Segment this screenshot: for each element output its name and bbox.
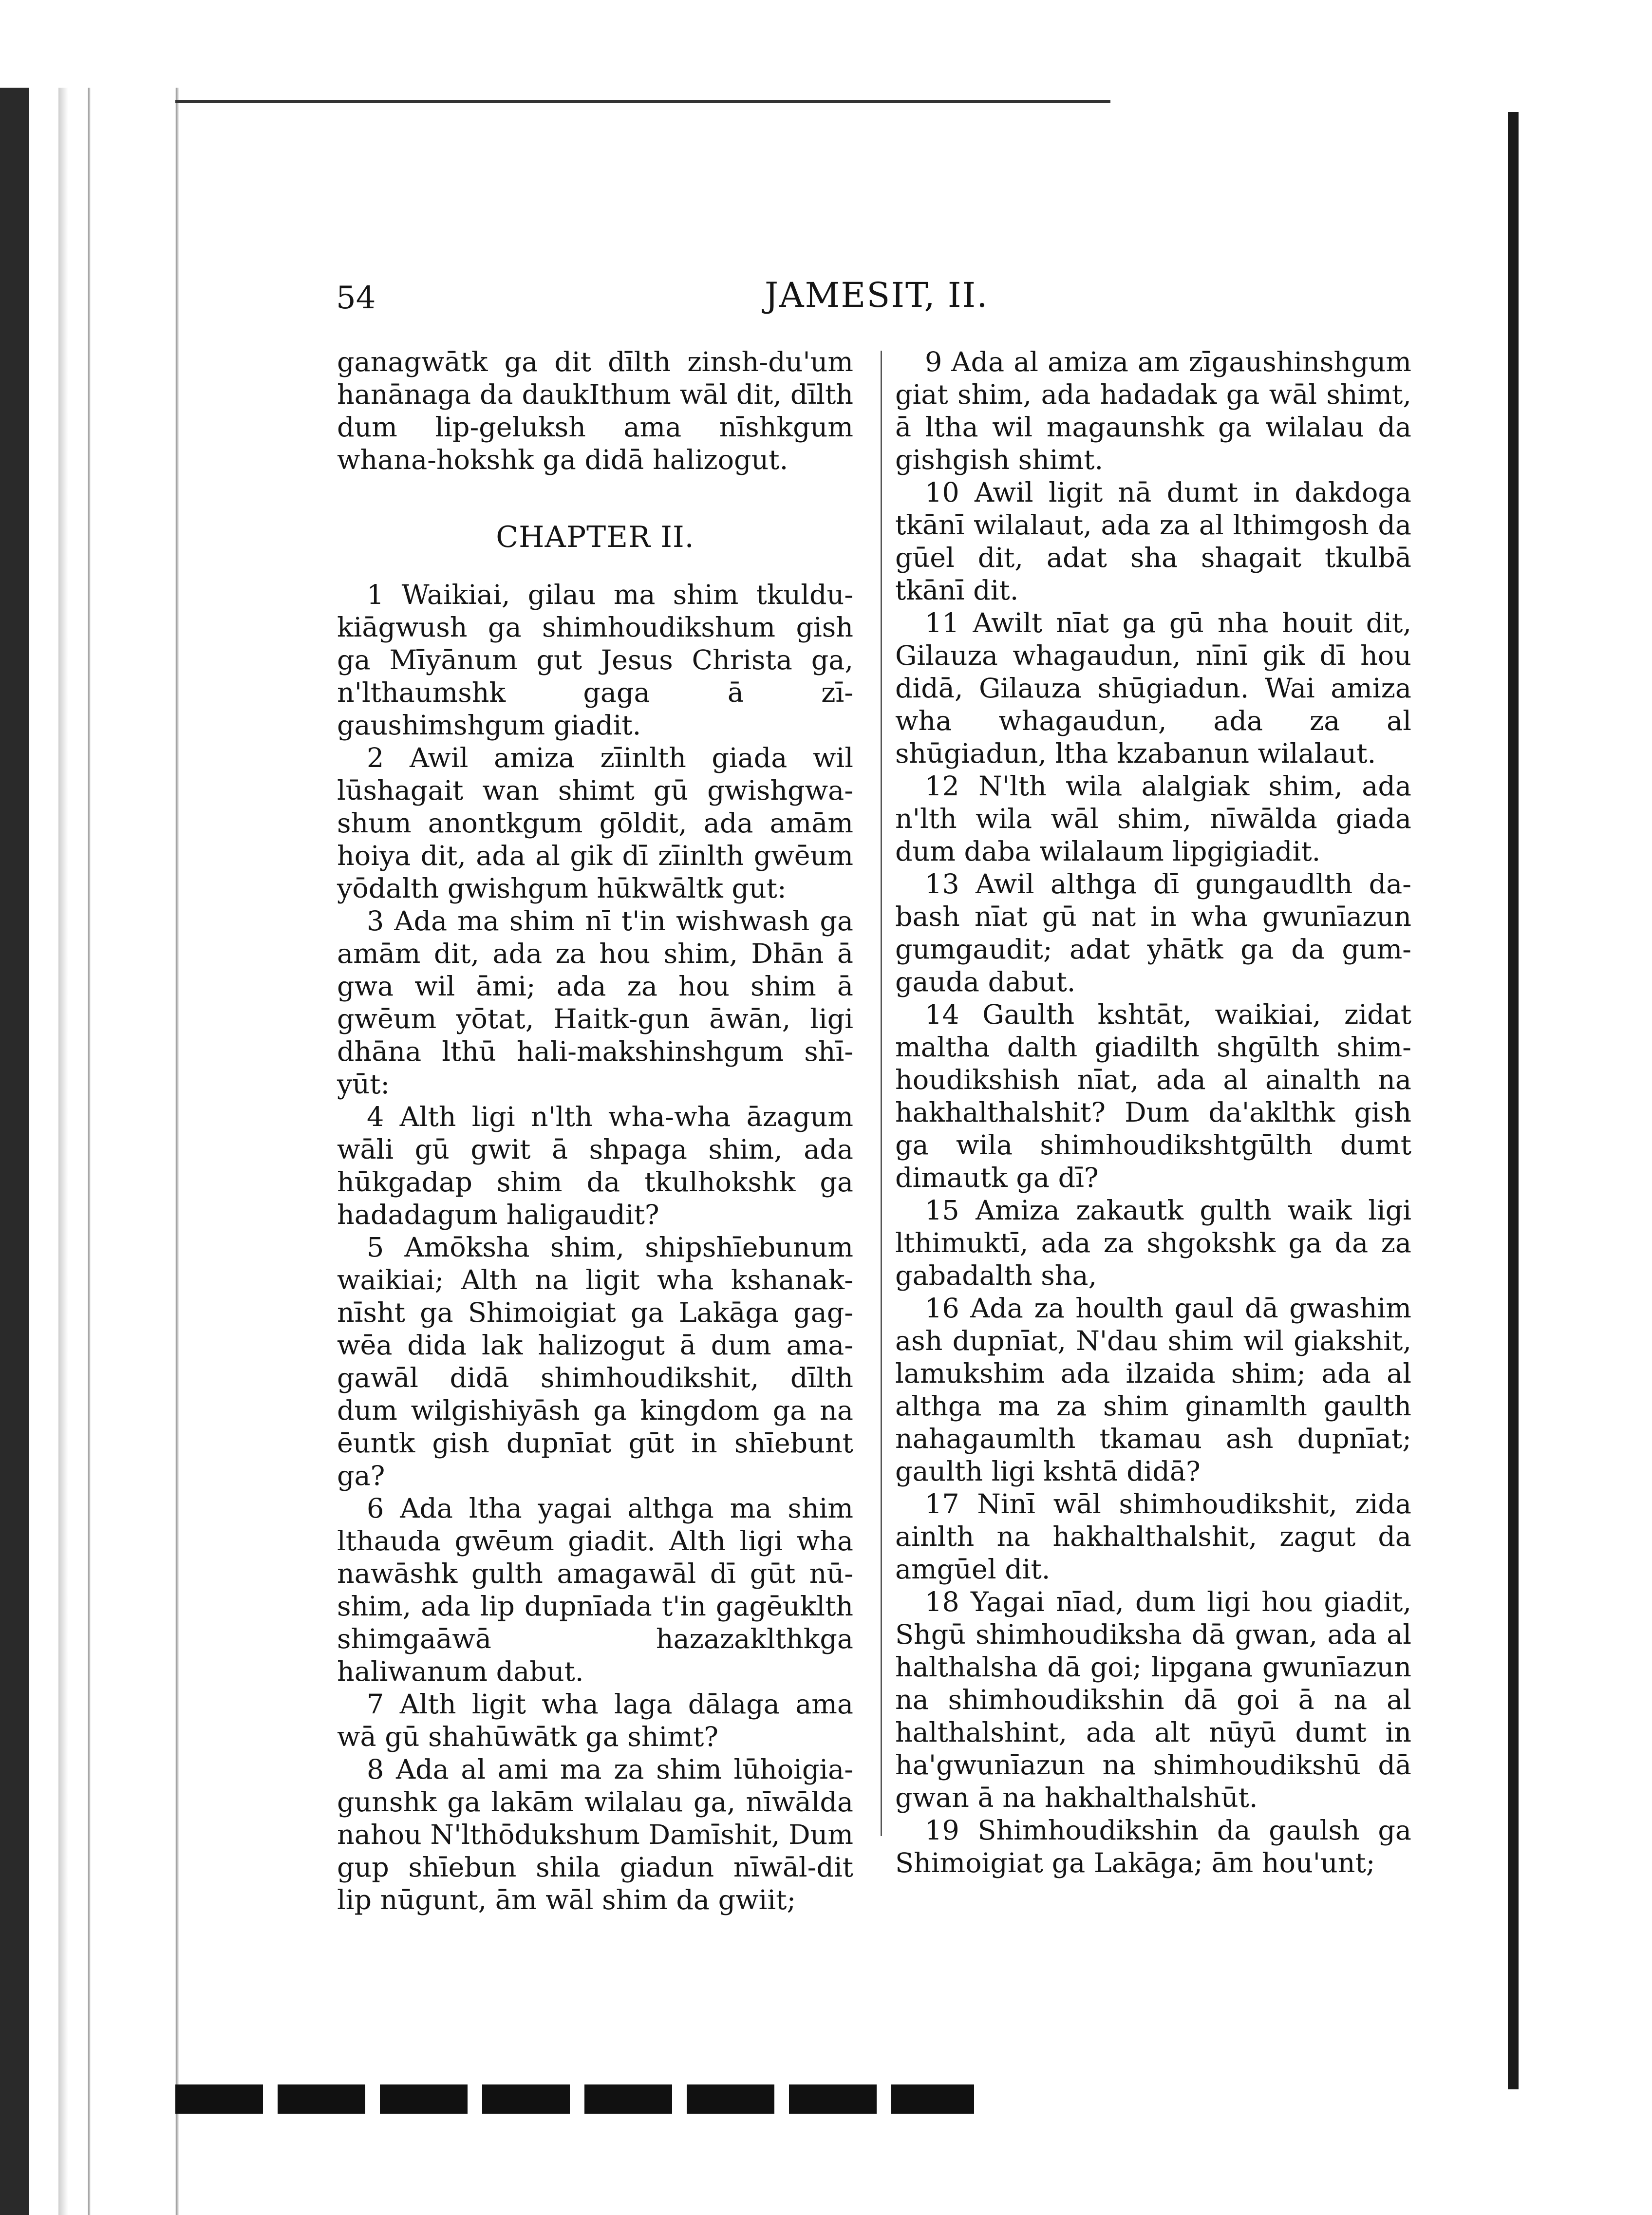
column-divider bbox=[881, 351, 882, 1836]
verse-10: 10 Awil ligit nā dumt in dakdoga tkānī wilalaut, ada za al lthimgosh da gūel dit, adat sha shagait tkulbā tkānī dit. bbox=[895, 477, 1411, 606]
verse-2: 2 Awil amiza zīinlth giada wil lūshagait wan shimt gū gwishgwa-shum anontkgum gōldit, ada amām hoiya dit, ada al gik dī zīinlth gwēum yōdalth gwishgum hūkwāltk gut: bbox=[337, 742, 853, 904]
running-head: JAMESIT, II. bbox=[765, 275, 989, 315]
verse-11: 11 Awilt nīat ga gū nha houit dit, Gilauza whagaudun, nīnī gik dī hou didā, Gilauza shūgiadun. Wai amiza wha whagaudun, ada za al shūgiadun, ltha kzabanun wilalaut. bbox=[895, 607, 1411, 770]
verse-1: 1 Waikiai, gilau ma shim tkuldu-kiāgwush ga shimhoudikshum gish ga Mīyānum gut Jesus Christa ga, n'lthaumshk gaga ā zī-gaushimshgum giadit. bbox=[337, 579, 853, 741]
chapter-heading: CHAPTER II. bbox=[496, 520, 695, 554]
right-column bbox=[895, 346, 1411, 1879]
verse-7: 7 Alth ligit wha laga dālaga ama wā gū shahūwātk ga shimt? bbox=[337, 1689, 853, 1753]
verse-8: 8 Ada al ami ma za shim lūhoigia-gunshk ga lakām wilalau ga, nīwālda nahou N'lthōdukshum Damīshit, Dum gup shīebun shila giadun nīwāl-dit lip nūgunt, ām wāl shim da gwiit; bbox=[337, 1754, 853, 1916]
verse-17: 17 Ninī wāl shimhoudikshit, zida ainlth na hakhalthalshit, zagut da amgūel dit. bbox=[895, 1488, 1411, 1585]
scan-edge-top bbox=[175, 100, 1110, 103]
scan-edge-bottom bbox=[175, 2084, 974, 2114]
verse-18: 18 Yagai nīad, dum ligi hou giadit, Shgū shimhoudiksha dā gwan, ada al halthalsha dā goi; lipgana gwunīazun na shimhoudikshin dā goi ā na al halthalshint, ada alt nūyū dumt in ha'gwunīazun na shimhoudikshū dā gwan ā na hakhalthalshūt. bbox=[895, 1586, 1411, 1814]
verse-6: 6 Ada ltha yagai althga ma shim lthauda gwēum giadit. Alth ligi wha nawāshk gulth amagawāl dī gūt nū-shim, ada lip dupnīada t'in gagēuklth shimgaāwā hazazaklthkga haliwanum dabut. bbox=[337, 1493, 853, 1688]
page-header bbox=[336, 270, 1427, 324]
scan-edge-left bbox=[0, 88, 205, 2215]
continuation-paragraph: ganagwātk ga dit dīlth zinsh-du'um hanānaga da daukIthum wāl dit, dīlth dum lip-geluksh ama nīshkgum whana-hokshk ga didā halizogut. bbox=[337, 346, 853, 476]
left-column bbox=[337, 346, 853, 1916]
verse-19: 19 Shimhoudikshin da gaulsh ga Shimoigiat ga Lakāga; ām hou'unt; bbox=[895, 1815, 1411, 1879]
verse-3: 3 Ada ma shim nī t'in wishwash ga amām dit, ada za hou shim, Dhān ā gwa wil āmi; ada za hou shim ā gwēum yōtat, Haitk-gun āwān, ligi dhāna lthū hali-makshinshgum shī-yūt: bbox=[337, 905, 853, 1100]
verse-14: 14 Gaulth kshtāt, waikiai, zidat maltha dalth giadilth shgūlth shim-houdikshish nīat, ada al ainalth na hakhalthalshit? Dum da'aklthk gish ga wila shimhoudikshtgūlth dumt dimautk ga dī? bbox=[895, 999, 1411, 1194]
facing-page-margin bbox=[1549, 0, 1652, 2215]
verse-13: 13 Awil althga dī gungaudlth da-bash nīat gū nat in wha gwunīazun gumgaudit; adat yhātk ga da gum-gauda dabut. bbox=[895, 868, 1411, 998]
verse-15: 15 Amiza zakautk gulth waik ligi lthimuktī, ada za shgokshk ga da za gabadalth sha, bbox=[895, 1195, 1411, 1292]
verse-5: 5 Amōksha shim, shipshīebunum waikiai; Alth na ligit wha kshanak-nīsht ga Shimoigiat ga Lakāga gag-wēa dida lak halizogut ā dum ama-gawāl didā shimhoudikshit, dīlth dum wilgishiyāsh ga kingdom ga na ēuntk gish dupnīat gūt in shīebunt ga? bbox=[337, 1232, 853, 1492]
verse-12: 12 N'lth wila alalgiak shim, ada n'lth wila wāl shim, nīwālda giada dum daba wilalaum lipgigiadit. bbox=[895, 770, 1411, 867]
scan-edge-right bbox=[1508, 112, 1519, 2089]
verse-16: 16 Ada za houlth gaul dā gwashim ash dupnīat, N'dau shim wil giakshit, lamukshim ada ilzaida shim; ada al althga ma za shim ginamlth gaulth nahagaumlth tkamau ash dupnīat; gaulth ligi kshtā didā? bbox=[895, 1293, 1411, 1487]
verse-9: 9 Ada al amiza am zīgaushinshgum giat shim, ada hadadak ga wāl shimt, ā ltha wil magaunshk ga wilalau da gishgish shimt. bbox=[895, 346, 1411, 476]
verse-4: 4 Alth ligi n'lth wha-wha āzagum wāli gū gwit ā shpaga shim, ada hūkgadap shim da tkulhokshk ga hadadagum haligaudit? bbox=[337, 1101, 853, 1231]
page-number: 54 bbox=[336, 280, 376, 316]
